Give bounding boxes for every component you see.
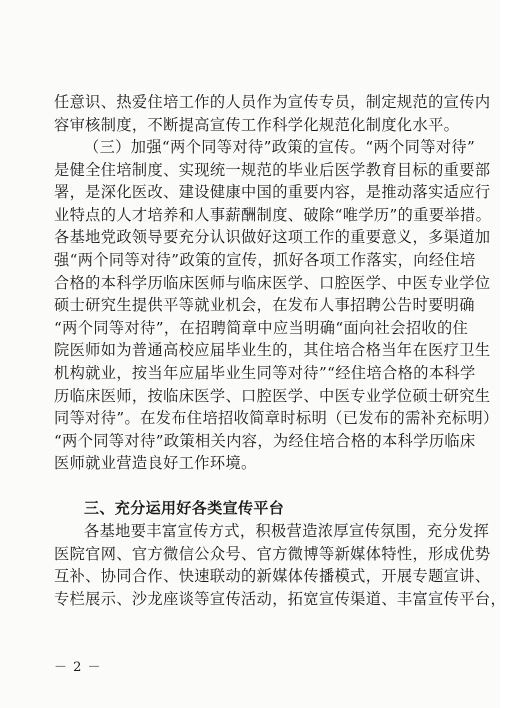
- text-line: 院医师如为普通高校应届毕业生的，其住培合格当年在医疗卫生: [54, 341, 491, 360]
- text-line: （三）加强“两个同等对待”政策的宣传。“两个同等对待”: [84, 138, 476, 156]
- text-line: 任意识、热爱住培工作的人员作为宣传专员，制定规范的宣传内: [54, 93, 491, 111]
- text-line: 各基地要丰富宣传方式，积极营造浓厚宣传氛围，充分发挥: [84, 522, 490, 540]
- paragraph-section-3: [54, 136, 499, 475]
- text-line: 机构就业，按当年应届毕业生同等对待”“经住培合格的本科学: [54, 363, 476, 382]
- text-line: 是健全住培制度、实现统一规范的毕业后医学教育目标的重要部: [54, 160, 491, 179]
- paragraph-platforms: [54, 520, 506, 610]
- text-line: 署，是深化医改、建设健康中国的重要内容，是推动落实适应行: [54, 183, 491, 202]
- text-line: “两个同等对待”，在招聘简章中应当明确“面向社会招收的住: [54, 318, 469, 337]
- text-line: 硕士研究生提供平等就业机会，在发布人事招聘公告时要明确: [54, 296, 475, 315]
- text-line: 各基地党政领导要充分认识做好这项工作的重要意义，多渠道加: [54, 228, 491, 247]
- section-heading: [54, 497, 454, 520]
- text-line: 专栏展示、沙龙座谈等宣传活动，拓宽宣传渠道、丰富宣传平台，: [54, 589, 506, 608]
- text-line: 同等对待”。在发布住培招收简章时标明（已发布的需补充标明）: [54, 409, 499, 428]
- text-line: 业特点的人才培养和人事薪酬制度、破除“唯学历”的重要举措。: [54, 205, 492, 224]
- text-line: 医院官网、官方微信公众号、官方微博等新媒体特性，形成优势: [54, 544, 491, 563]
- page-number: － 2 －: [54, 660, 102, 675]
- paragraph-continuation: [54, 91, 491, 136]
- text-line: 互补、协同合作、快速联动的新媒体传播模式，开展专题宣讲、: [54, 567, 491, 586]
- text-line: “两个同等对待”政策相关内容，为经住培合格的本科学历临床: [54, 431, 476, 450]
- text-line: 医师就业营造良好工作环境。: [54, 454, 257, 473]
- text-line: 合格的本科学历临床医师与临床医学、口腔医学、中医专业学位: [54, 273, 491, 292]
- heading-text: 三、充分运用好各类宣传平台: [84, 499, 285, 517]
- text-line: 历临床医师，按临床医学、口腔医学、中医专业学位硕士研究生: [54, 386, 491, 405]
- text-line: 强“两个同等对待”政策的宣传，抓好各项工作落实，向经住培: [54, 250, 476, 269]
- text-line: 容审核制度，不断提高宣传工作科学化规范化制度化水平。: [54, 115, 460, 134]
